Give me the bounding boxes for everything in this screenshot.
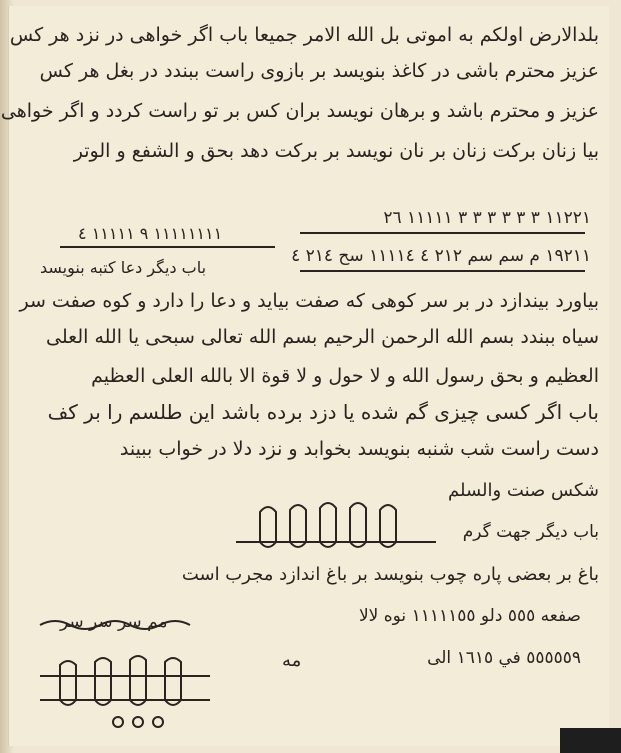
text-line-3: عزیز و محترم باشد و برهان نویسد بران کس بر تو راست کردد و اگر خواهی: [0, 100, 599, 122]
text-line-10: دست راست شب شنبه بنویسد بخوابد و نزد دلا در خواب ببیند: [119, 438, 599, 460]
number-row-2: ١٩٢١١ م سم سم ٢١٢ ٤ ١١١١٤ سح ٢١٤ ٤: [291, 246, 591, 266]
text-line-12: باب دیگر جهت گرم: [462, 522, 599, 542]
number-wave: صفعه ٥٥٥ دلو ١١١١١٥٥ نوه لالا: [358, 606, 581, 626]
number-row-1: ١١٢٢١ ٣ ٣ ٣ ٣ ٣ ٣ ١١١١١ ٢٦: [383, 208, 591, 228]
text-line-9: باب اگر کسی چیزی گم شده یا دزد برده باشد این طلسم را بر کف: [47, 400, 599, 424]
number-bottom-right: ٥٥٥٥٥٩ في ١٦١٥ الى: [427, 648, 581, 668]
seal-loops-upper: [236, 503, 436, 547]
text-line-1: بلدالارض اولکم به اموتی بل الله الامر جمیعا باب اگر خواهی در نزد هر کس: [9, 24, 599, 46]
text-line-4: بیا زنان برکت زنان بر نان نویسد بر برکت دهد بحق و الشفع و الوتر: [73, 140, 599, 162]
text-line-6: بیاورد بیندازد در بر سر کوهی که صفت بیاید و دعا را دارد و کوه صفت سر: [19, 290, 599, 312]
text-line-8: العظیم و بحق رسول الله و لا حول و لا قوة الا بالله العلی العظیم: [91, 365, 599, 387]
corner-overlay: [560, 728, 621, 753]
text-line-2: عزیز محترم باشی در کاغذ بنویسد بر بازوی راست ببندد در بغل هر کس: [39, 60, 599, 82]
number-row-left: ١١١١١١١١ ٩ ١١١١١ ٤: [78, 224, 223, 243]
wavy-line: [40, 621, 190, 629]
text-line-5: باب دیگر دعا کتبه بنویسد: [40, 258, 207, 277]
text-line-13: باغ بر بعضی پاره چوب بنویسد بر باغ اندازد مجرب است: [181, 564, 599, 585]
mid-signature: مه: [282, 650, 302, 671]
text-line-11: شکس صنت والسلم: [448, 480, 599, 501]
wave-line-text: مم سر سر سر: [60, 612, 168, 632]
text-line-7: سیاه ببندد بسم الله الرحمن الرحیم بسم الله تعالی سبحی یا الله العلی: [46, 326, 599, 348]
seal-loops-lower: [40, 656, 210, 727]
